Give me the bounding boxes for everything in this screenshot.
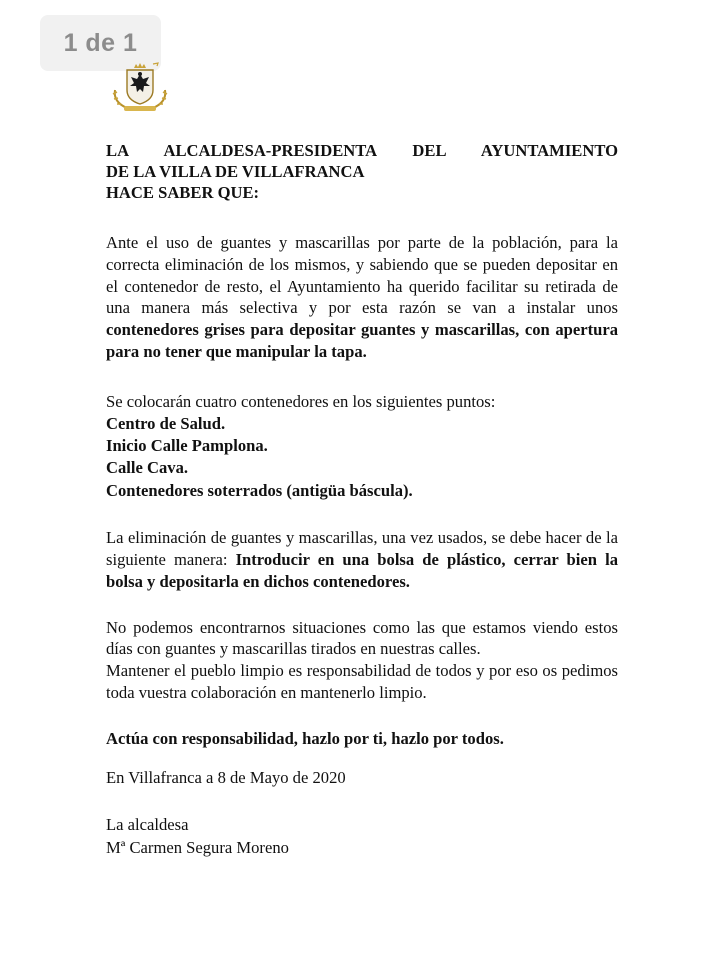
page-counter-badge: 1 de 1 <box>40 15 161 71</box>
paragraph-containers-purpose <box>106 232 618 363</box>
paragraph-3-text: La eliminación de guantes y mascarillas, una vez usados, se debe hacer de la siguiente manera: <box>106 528 618 569</box>
paragraph-disposal-instructions <box>106 527 618 592</box>
location-item: Contenedores soterrados (antigüa báscula). <box>106 480 413 500</box>
municipal-crest-icon <box>107 62 173 114</box>
paragraph-street-situations: No podemos encontrarnos situaciones como las que estamos viendo estos días con guantes y mascarillas tirados en nuestras calles. <box>106 617 618 659</box>
paragraph-1-text: Ante el uso de guantes y mascarillas por parte de la población, para la correcta eliminación de los mismos, y sabiendo que se pueden depositar en el contenedor de resto, el Ayuntamiento ha querido facilitar su retirada de una manera más selectiva y por esta razón se van a instalar unos <box>106 233 618 318</box>
location-item: Centro de Salud. <box>106 413 226 433</box>
paragraph-clean-town: Mantener el pueblo limpio es responsabilidad de todos y por eso os pedimos toda vuestra colaboración en mantenerlo limpio. <box>106 661 618 702</box>
proclamation-heading <box>106 140 618 203</box>
locations-intro: Se colocarán cuatro contenedores en los siguientes puntos: <box>106 391 496 411</box>
proclamation-body <box>106 140 618 859</box>
heading-line-2: DE LA VILLA DE VILLAFRANCA <box>106 162 365 181</box>
paragraph-1-bold: contenedores grises para depositar guantes y mascarillas, con apertura para no tener que manipular la tapa. <box>106 320 618 361</box>
location-item: Calle Cava. <box>106 458 189 478</box>
locations-section <box>106 391 618 502</box>
signature-title: La alcaldesa <box>106 814 189 834</box>
place-and-date: En Villafranca a 8 de Mayo de 2020 <box>106 767 346 787</box>
motto: Actúa con responsabilidad, hazlo por ti, hazlo por todos. <box>106 728 504 748</box>
location-item: Inicio Calle Pamplona. <box>106 435 268 455</box>
heading-line-1: LA ALCALDESA-PRESIDENTA DEL AYUNTAMIENTO <box>106 141 618 160</box>
paragraph-3-bold: Introducir en una bolsa de plástico, cerrar bien la bolsa y depositarla en dichos contenedores. <box>106 550 618 591</box>
signature-name: Mª Carmen Segura Moreno <box>106 837 289 857</box>
heading-line-3: HACE SABER QUE: <box>106 183 260 202</box>
signature-block <box>106 813 618 859</box>
locations-list <box>106 413 618 503</box>
